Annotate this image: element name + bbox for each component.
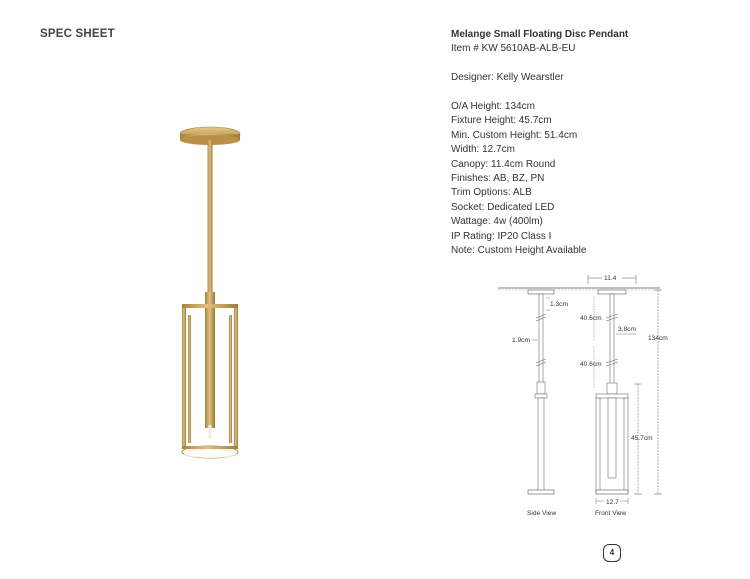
dimension-drawing [490,268,690,523]
pendant-product-image [160,120,260,470]
side-view-label: Side View [527,510,557,517]
item-number: Item # KW 5610AB-ALB-EU [451,43,576,55]
spec-fixture-height: Fixture Height: 45.7cm [451,115,552,127]
spec-sheet-heading: SPEC SHEET [40,28,115,40]
spec-ip-rating: IP Rating: IP20 Class I [451,230,552,242]
dim-fixture-width: 12.7 [606,499,619,506]
spec-socket: Socket: Dedicated LED [451,201,555,213]
dim-upper-stem: 40.6cm [580,315,602,322]
product-title: Melange Small Floating Disc Pendant [451,29,629,40]
dim-overall-height: 134cm [648,335,668,342]
dim-stem-diameter: 1.9cm [512,337,530,344]
spec-wattage: Wattage: 4w (400lm) [451,216,543,228]
spec-min-custom-height: Min. Custom Height: 51.4cm [451,129,578,141]
spec-oa-height: O/A Height: 134cm [451,101,535,112]
spec-note: Note: Custom Height Available [451,245,587,257]
dim-gap: 3.8cm [618,326,636,333]
page-number-badge: 4 [603,544,621,562]
dim-canopy-width: 11.4 [604,275,617,282]
designer: Designer: Kelly Wearstler [451,72,564,84]
spec-canopy: Canopy: 11.4cm Round [451,158,556,170]
dim-fixture-height: 45.7cm [631,435,653,442]
front-view-drawing [580,290,668,506]
product-info [451,28,731,258]
spec-finishes: Finishes: AB, BZ, PN [451,173,545,185]
dim-stem-top: 1.3cm [550,301,568,308]
spec-width: Width: 12.7cm [451,144,515,156]
spec-trim-options: Trim Options: ALB [451,187,532,199]
side-view-drawing [512,290,568,494]
front-view-label: Front View [595,510,627,517]
dim-lower-stem: 40.6cm [580,361,602,368]
